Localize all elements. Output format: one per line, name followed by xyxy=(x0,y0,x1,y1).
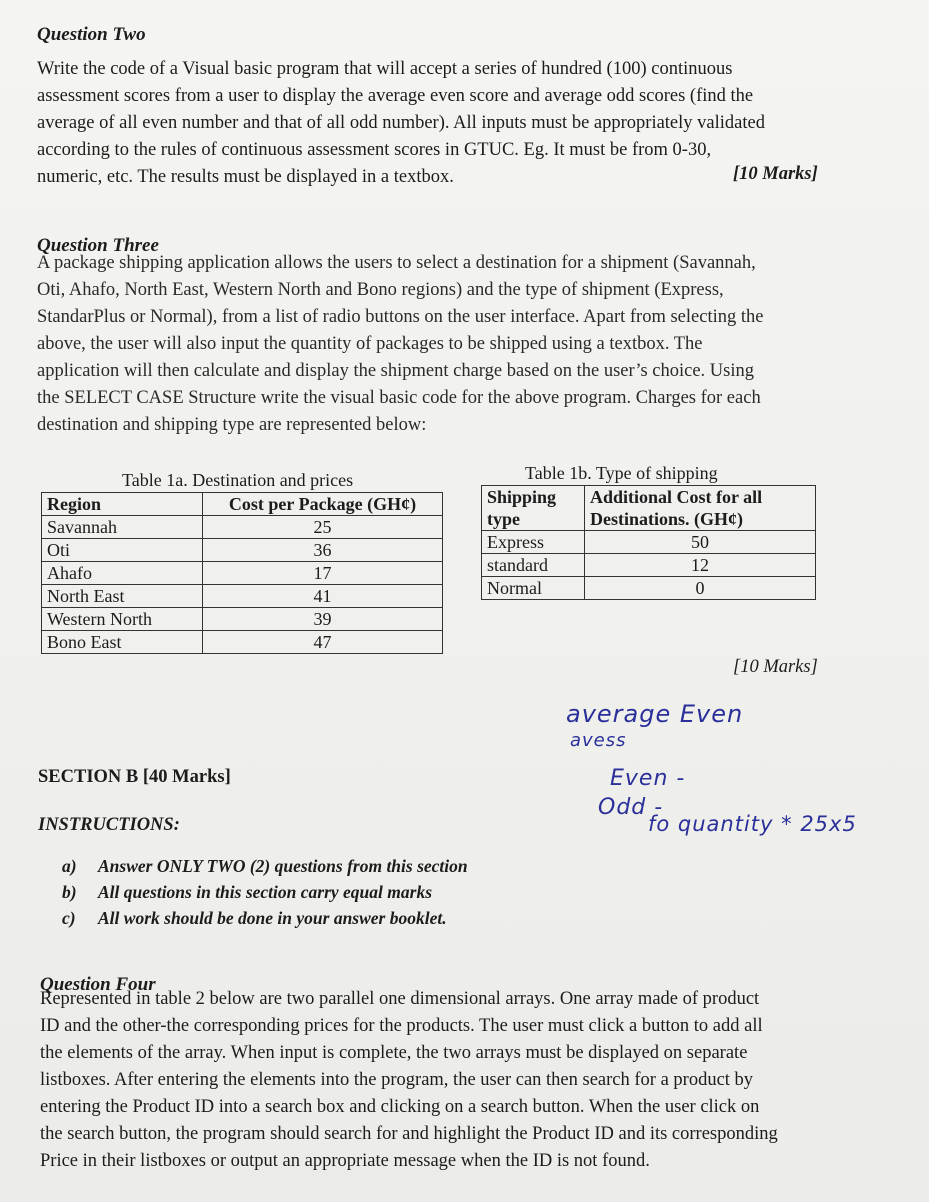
table-row xyxy=(42,631,443,654)
list-item-text: All work should be done in your answer booklet. xyxy=(98,908,447,928)
table-cell: North East xyxy=(42,585,203,608)
q3-line: StandarPlus or Normal), from a list of radio buttons on the user interface. Apart from selecting the xyxy=(37,307,764,327)
table-cell: 0 xyxy=(585,577,816,600)
handwritten-note: avess xyxy=(570,730,627,751)
table1b xyxy=(481,485,816,600)
question-three-marks: [10 Marks] xyxy=(733,657,818,677)
table1a-caption: Table 1a. Destination and prices xyxy=(122,470,354,490)
table-header: Additional Cost for all Destinations. (GH¢) xyxy=(585,486,816,531)
table1b-caption: Table 1b. Type of shipping xyxy=(525,463,718,483)
table-cell: Western North xyxy=(42,608,203,631)
q3-line: the SELECT CASE Structure write the visual basic code for the above program. Charges for each xyxy=(37,388,761,408)
table-cell: 17 xyxy=(203,562,443,585)
question-three-text xyxy=(37,250,829,439)
table-row xyxy=(482,554,816,577)
list-item xyxy=(62,853,468,879)
q2-line: according to the rules of continuous assessment scores in GTUC. Eg. It must be from 0-30, xyxy=(37,140,712,160)
table-cell: Oti xyxy=(42,539,203,562)
table-row xyxy=(42,585,443,608)
table-row xyxy=(42,608,443,631)
q4-line: the elements of the array. When input is complete, the two arrays must be displayed on separate xyxy=(40,1043,748,1063)
question-four-title: Question Four xyxy=(40,974,156,995)
list-item xyxy=(62,879,468,905)
q3-line: A package shipping application allows the users to select a destination for a shipment (Savannah, xyxy=(37,253,756,273)
table-cell: 50 xyxy=(585,531,816,554)
table-cell: 25 xyxy=(203,516,443,539)
table-cell: Normal xyxy=(482,577,585,600)
question-two-text xyxy=(37,56,829,191)
table-cell: Express xyxy=(482,531,585,554)
table-row xyxy=(482,577,816,600)
q3-line: Oti, Ahafo, North East, Western North and Bono regions) and the type of shipment (Express, xyxy=(37,280,724,300)
table-cell: 39 xyxy=(203,608,443,631)
table-cell: standard xyxy=(482,554,585,577)
q3-line: application will then calculate and display the shipment charge based on the user’s choice. Using xyxy=(37,361,755,381)
table-cell: 41 xyxy=(203,585,443,608)
section-b-title: SECTION B [40 Marks] xyxy=(38,767,231,787)
q4-line: listboxes. After entering the elements into the program, the user can then search for a product by xyxy=(40,1070,754,1090)
q4-line: ID and the other-the corresponding prices for the products. The user must click a button to add all xyxy=(40,1016,763,1036)
handwritten-note: average Even xyxy=(566,700,744,728)
table-cell: 47 xyxy=(203,631,443,654)
table-row xyxy=(42,539,443,562)
table-header: Cost per Package (GH¢) xyxy=(203,493,443,516)
q2-line: Write the code of a Visual basic program that will accept a series of hundred (100) continuous xyxy=(37,59,733,79)
table-header-row xyxy=(482,486,816,531)
q3-line: above, the user will also input the quantity of packages to be shipped using a textbox. The xyxy=(37,334,703,354)
table-cell: 12 xyxy=(585,554,816,577)
table-cell: Bono East xyxy=(42,631,203,654)
table-header-row xyxy=(42,493,443,516)
q2-line: numeric, etc. The results must be displayed in a textbox. xyxy=(37,167,454,187)
list-item-label: a) xyxy=(62,856,77,876)
question-four-text xyxy=(40,986,830,1175)
list-item-text: All questions in this section carry equal marks xyxy=(98,882,433,902)
table-header: Shipping type xyxy=(482,486,585,531)
question-two-title: Question Two xyxy=(37,24,146,45)
table-cell: 36 xyxy=(203,539,443,562)
question-three-title: Question Three xyxy=(37,235,159,256)
table-header: Region xyxy=(42,493,203,516)
q3-line: destination and shipping type are represented below: xyxy=(37,415,427,435)
q4-line: Price in their listboxes or output an appropriate message when the ID is not found. xyxy=(40,1151,650,1171)
list-item-label: b) xyxy=(62,882,77,902)
q4-line: the search button, the program should search for and highlight the Product ID and its corresponding xyxy=(40,1124,778,1144)
table-cell: Savannah xyxy=(42,516,203,539)
q2-line: assessment scores from a user to display the average even score and average odd scores (find the xyxy=(37,86,754,106)
table1a xyxy=(41,492,443,654)
handwritten-note: Even - xyxy=(610,766,686,791)
instructions-list xyxy=(62,853,468,931)
list-item-label: c) xyxy=(62,908,76,928)
instructions-title: INSTRUCTIONS: xyxy=(38,815,180,835)
table-row xyxy=(42,516,443,539)
list-item xyxy=(62,905,468,931)
table-row xyxy=(42,562,443,585)
q4-line: Represented in table 2 below are two parallel one dimensional arrays. One array made of product xyxy=(40,989,760,1009)
handwritten-note: Odd - xyxy=(598,795,664,820)
table-cell: Ahafo xyxy=(42,562,203,585)
list-item-text: Answer ONLY TWO (2) questions from this section xyxy=(98,856,468,876)
table-row xyxy=(482,531,816,554)
q4-line: entering the Product ID into a search box and clicking on a search button. When the user click on xyxy=(40,1097,760,1117)
question-two-marks: [10 Marks] xyxy=(733,164,818,184)
q2-line: average of all even number and that of all odd number). All inputs must be appropriately validated xyxy=(37,113,765,133)
handwritten-note: fo quantity * 25x5 xyxy=(648,812,857,836)
